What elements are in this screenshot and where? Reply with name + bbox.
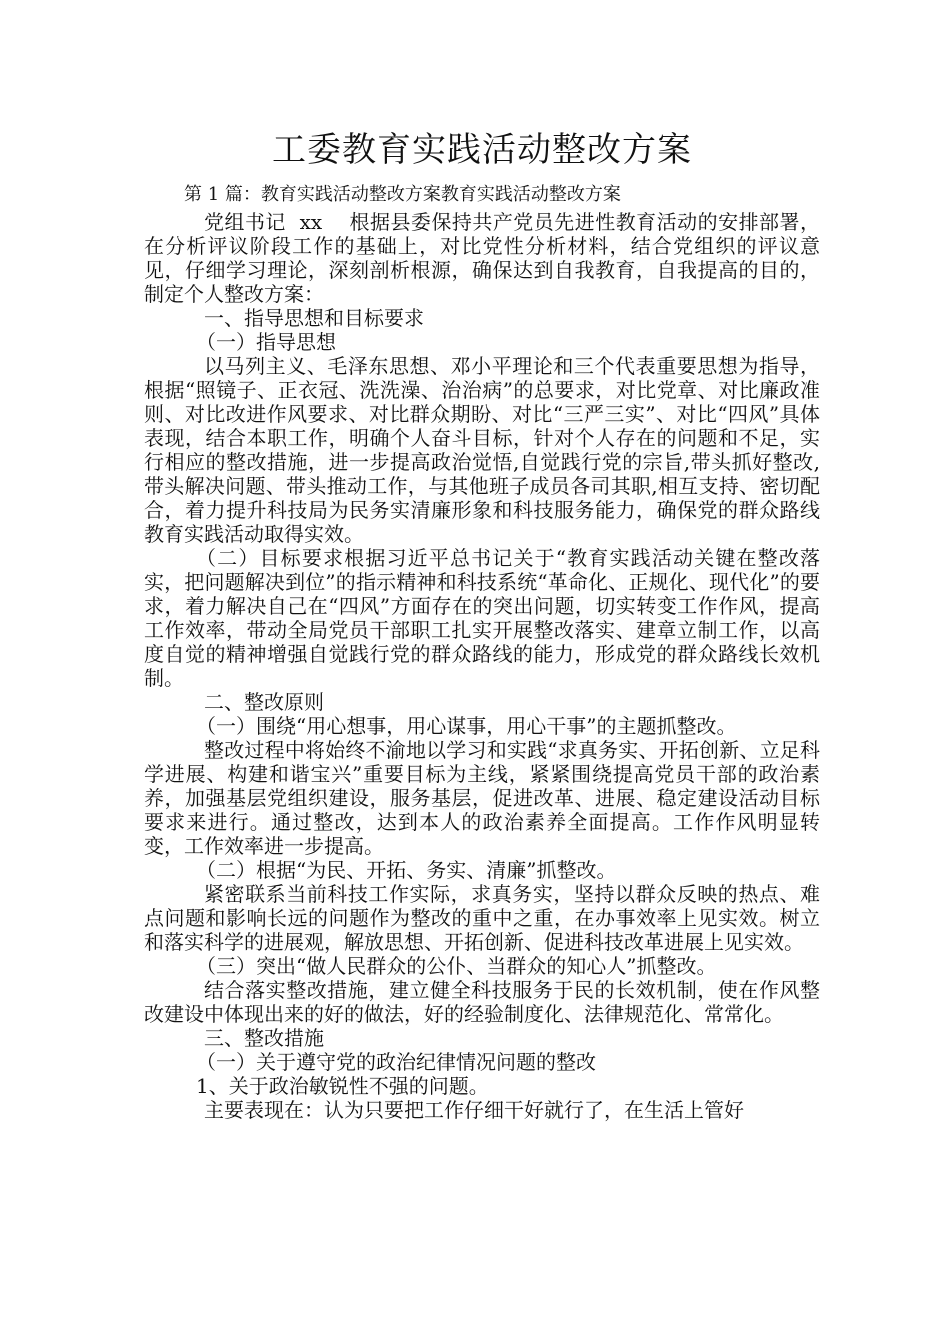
paragraph-intro: 党组书记 xx 根据县委保持共产党员先进性教育活动的安排部署，在分析评议阶段工作的基础上，对比党性分析材料，结合党组织的评议意见，仔细学习理论，深刻剖析根源，确保达到自我教育，自我提高的目的，制定个人整改方案： [144, 210, 820, 306]
subsection-heading-2-2: （二）根据“为民、开拓、务实、清廉”抓整改。 [196, 858, 617, 882]
subsection-heading-2-3: （三）突出“做人民群众的公仆、当群众的知心人”抓整改。 [196, 954, 717, 978]
section-heading-2: 二、整改原则 [204, 690, 324, 714]
section-heading-1: 一、指导思想和目标要求 [204, 306, 424, 330]
subsection-heading-3-1: （一）关于遵守党的政治纪律情况问题的整改 [196, 1050, 596, 1074]
document-page [144, 128, 820, 1122]
paragraph-long-term-mechanism: 结合落实整改措施，建立健全科技服务于民的长效机制，使在作风整改建设中体现出来的好的做法，好的经验制度化、法律规范化、常常化。 [144, 978, 820, 1026]
document-subtitle: 第 1 篇：教育实践活动整改方案教育实践活动整改方案 [184, 184, 621, 205]
document-title: 工委教育实践活动整改方案 [272, 130, 692, 170]
subsection-heading-1-1: （一）指导思想 [196, 330, 336, 354]
paragraph-guiding-thought: 以马列主义、毛泽东思想、邓小平理论和三个代表重要思想为指导，根据“照镜子、正衣冠、洗洗澡、治治病”的总要求，对比党章、对比廉政准则、对比改进作风要求、对比群众期盼、对比“三严三实”、对比“四风”具体表现，结合本职工作，明确个人奋斗目标，针对个人存在的问题和不足，实行相应的整改措施，进一步提高政治觉悟,自觉践行党的宗旨,带头抓好整改,带头解决问题、带头推动工作，与其他班子成员各司其职,相互支持、密切配合，着力提升科技局为民务实清廉形象和科技服务能力，确保党的群众路线教育实践活动取得实效。 [144, 354, 820, 546]
paragraph-main-performance: 主要表现在：认为只要把工作仔细干好就行了，在生活上管好 [204, 1098, 744, 1122]
document-body [144, 210, 820, 1122]
subsection-heading-2-1: （一）围绕“用心想事，用心谋事，用心干事”的主题抓整改。 [196, 714, 737, 738]
paragraph-tech-work: 紧密联系当前科技工作实际，求真务实，坚持以群众反映的热点、难点问题和影响长远的问题作为整改的重中之重，在办事效率上见实效。树立和落实科学的进展观，解放思想、开拓创新、促进科技改革进展上见实效。 [144, 882, 820, 954]
section-heading-3: 三、整改措施 [204, 1026, 324, 1050]
paragraph-rectification-process: 整改过程中将始终不渝地以学习和实践“求真务实、开拓创新、立足科学进展、构建和谐宝兴”重要目标为主线，紧紧围绕提高党员干部的政治素养，加强基层党组织建设，服务基层，促进改革、进展、稳定建设活动目标要求来进行。通过整改，达到本人的政治素养全面提高。工作作风明显转变，工作效率进一步提高。 [144, 738, 820, 858]
list-item-3-1-1: 1、关于政治敏锐性不强的问题。 [196, 1074, 489, 1098]
paragraph-goal-requirements: （二）目标要求根据习近平总书记关于“教育实践活动关键在整改落实，把问题解决到位”的指示精神和科技系统“革命化、正规化、现代化”的要求，着力解决自己在“四风”方面存在的突出问题，切实转变工作作风，提高工作效率，带动全局党员干部职工扎实开展整改落实、建章立制工作，以高度自觉的精神增强自觉践行党的群众路线的能力，形成党的群众路线长效机制。 [144, 546, 820, 690]
